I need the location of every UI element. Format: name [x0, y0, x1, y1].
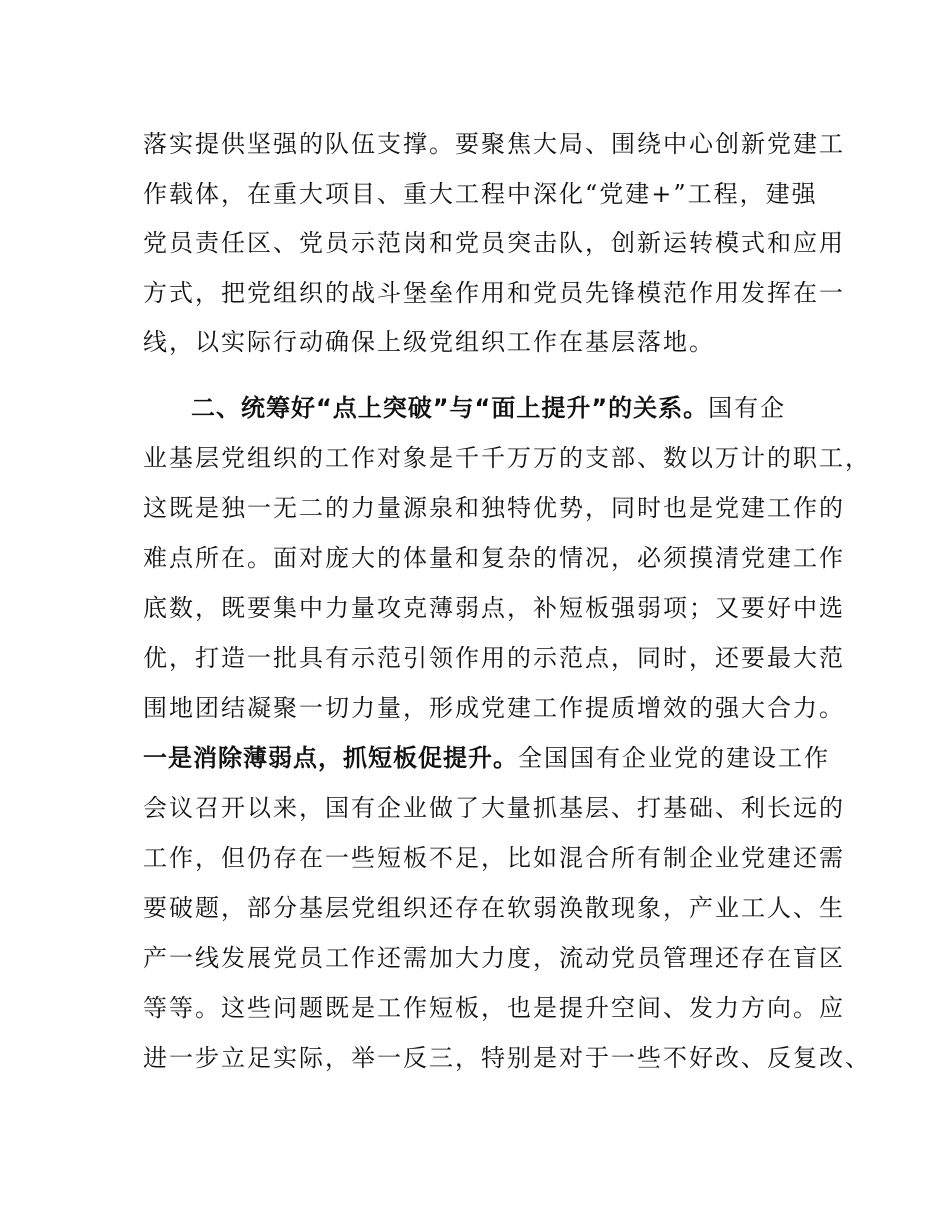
paragraph-line: 优，打造一批具有示范引领作用的示范点，同时，还要最大范 [143, 644, 845, 672]
paragraph-line: 作载体，在重大项目、重大工程中深化“党建+”工程，建强 [143, 180, 818, 208]
paragraph-line: 落实提供坚强的队伍支撑。要聚焦大局、围绕中心创新党建工 [143, 130, 845, 158]
subheading-line-rest: 全国国有企业党的建设工作 [518, 744, 830, 772]
subheading-line [143, 738, 833, 778]
heading-line-rest: 国有企 [708, 394, 787, 422]
paragraph-line: 产一线发展党员工作还需加大力度，流动党员管理还存在盲区 [143, 944, 845, 972]
paragraph-line: 线，以实际行动确保上级党组织工作在基层落地。 [143, 328, 715, 356]
paragraph-line: 党员责任区、党员示范岗和党员突击队，创新运转模式和应用 [143, 229, 845, 257]
paragraph-line: 难点所在。面对庞大的体量和复杂的情况，必须摸清党建工作 [143, 544, 845, 572]
paragraph-line: 工作，但仍存在一些短板不足，比如混合所有制企业党建还需 [143, 844, 845, 872]
paragraph-line: 进一步立足实际，举一反三，特别是对于一些不好改、反复改、 [143, 1044, 871, 1072]
section-heading-line [191, 388, 881, 428]
paragraph-line: 方式，把党组织的战斗堡垒作用和党员先锋模范作用发挥在一 [143, 279, 845, 307]
paragraph-line: 底数，既要集中力量攻克薄弱点，补短板强弱项；又要好中选 [143, 594, 845, 622]
paragraph-line: 这既是独一无二的力量源泉和独特优势，同时也是党建工作的 [143, 494, 845, 522]
paragraph-line: 业基层党组织的工作对象是千千万万的支部、数以万计的职工， [143, 444, 871, 472]
paragraph-line: 等等。这些问题既是工作短板，也是提升空间、发力方向。应 [143, 994, 845, 1022]
sub-heading: 一是消除薄弱点，抓短板促提升。 [143, 744, 518, 772]
paragraph-line: 要破题，部分基层党组织还存在软弱涣散现象，产业工人、生 [143, 894, 845, 922]
section-heading: 二、统筹好“点上突破”与“面上提升”的关系。 [191, 394, 709, 422]
paragraph-line: 会议召开以来，国有企业做了大量抓基层、打基础、利长远的 [143, 794, 845, 822]
paragraph-line: 围地团结凝聚一切力量，形成党建工作提质增效的强大合力。 [143, 694, 845, 722]
